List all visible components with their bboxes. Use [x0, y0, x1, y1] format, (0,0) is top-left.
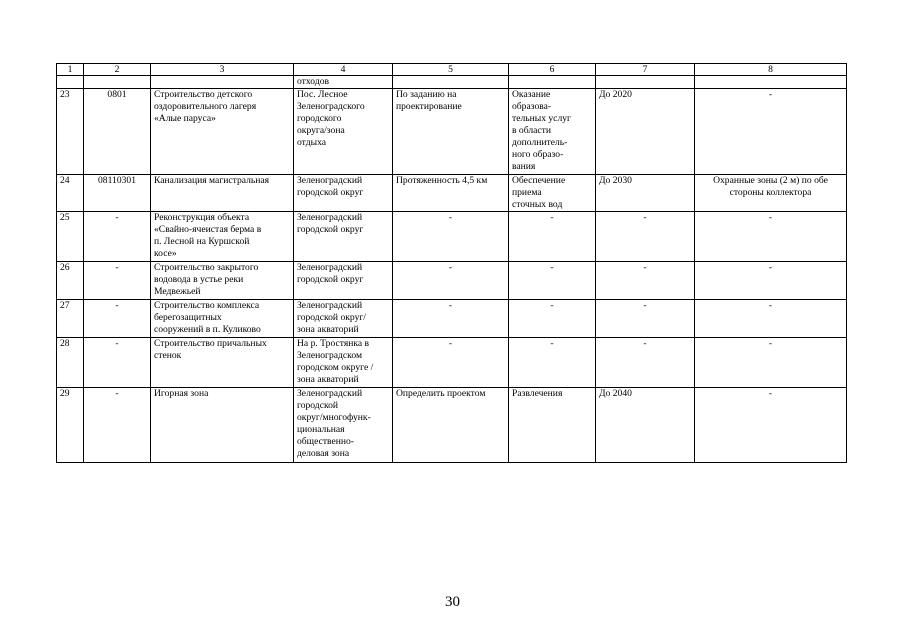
table-cell: [695, 76, 847, 89]
purpose-cell: -: [509, 212, 596, 262]
row-number-cell: 29: [57, 388, 84, 463]
row-number-cell: 28: [57, 338, 84, 388]
table-cell: [151, 76, 294, 89]
name-cell: Реконструкция объекта «Свайно-ячеистая берма в п. Лесной на Куршской косе»: [151, 212, 294, 262]
purpose-cell: -: [509, 300, 596, 338]
location-cell: Зеленоградский городской округ: [294, 262, 393, 300]
location-cell: Зеленоградский городской округ/многофунк- циональная общественно- деловая зона: [294, 388, 393, 463]
code-cell: -: [84, 338, 151, 388]
term-cell: До 2020: [596, 89, 695, 175]
term-cell: До 2030: [596, 175, 695, 212]
location-cell: На р. Тростянка в Зеленоградском городском округе / зона акваторий: [294, 338, 393, 388]
purpose-cell: -: [509, 262, 596, 300]
zones-cell: Охранные зоны (2 м) по обе стороны коллектора: [695, 175, 847, 212]
row-number-cell: 23: [57, 89, 84, 175]
row-number-cell: 26: [57, 262, 84, 300]
column-number: 1: [57, 64, 84, 76]
name-cell: Строительство комплекса берегозащитных сооружений в п. Куликово: [151, 300, 294, 338]
row-number-cell: 24: [57, 175, 84, 212]
code-cell: -: [84, 212, 151, 262]
name-cell: Строительство детского оздоровительного лагеря «Алые паруса»: [151, 89, 294, 175]
table-cell: [596, 76, 695, 89]
row-number-cell: 27: [57, 300, 84, 338]
column-number: 7: [596, 64, 695, 76]
characteristics-cell: Протяженность 4,5 км: [393, 175, 509, 212]
table-cell: [84, 76, 151, 89]
code-cell: -: [84, 262, 151, 300]
column-number-row: [57, 64, 847, 76]
characteristics-cell: -: [393, 338, 509, 388]
table-cell: [393, 76, 509, 89]
code-cell: -: [84, 300, 151, 338]
continuation-row: [57, 76, 847, 89]
location-cell: Зеленоградский городской округ/ зона акваторий: [294, 300, 393, 338]
table-cell: отходов: [294, 76, 393, 89]
table-row: [57, 338, 847, 388]
zones-cell: -: [695, 212, 847, 262]
table-row: [57, 388, 847, 463]
zones-cell: -: [695, 262, 847, 300]
location-cell: Зеленоградский городской округ: [294, 175, 393, 212]
table-cell: [57, 76, 84, 89]
zones-cell: -: [695, 338, 847, 388]
purpose-cell: Оказание образова- тельных услуг в области дополнитель- ного образо- вания: [509, 89, 596, 175]
name-cell: Строительство причальных стенок: [151, 338, 294, 388]
code-cell: 08110301: [84, 175, 151, 212]
table-row: [57, 300, 847, 338]
name-cell: Строительство закрытого водовода в устье реки Медвежьей: [151, 262, 294, 300]
code-cell: 0801: [84, 89, 151, 175]
row-number-cell: 25: [57, 212, 84, 262]
page-number: 30: [445, 594, 460, 610]
code-cell: -: [84, 388, 151, 463]
characteristics-cell: -: [393, 212, 509, 262]
purpose-cell: Обеспечение приема сточных вод: [509, 175, 596, 212]
term-cell: -: [596, 212, 695, 262]
table-row: [57, 212, 847, 262]
table-cell: [509, 76, 596, 89]
term-cell: -: [596, 300, 695, 338]
column-number: 5: [393, 64, 509, 76]
location-cell: Пос. Лесное Зеленоградского городского округа/зона отдыха: [294, 89, 393, 175]
purpose-cell: -: [509, 338, 596, 388]
table-row: [57, 175, 847, 212]
zones-cell: -: [695, 89, 847, 175]
table-row: [57, 262, 847, 300]
purpose-cell: Развлечения: [509, 388, 596, 463]
column-number: 8: [695, 64, 847, 76]
planning-table: [56, 63, 847, 463]
name-cell: Канализация магистральная: [151, 175, 294, 212]
column-number: 2: [84, 64, 151, 76]
location-cell: Зеленоградский городской округ: [294, 212, 393, 262]
characteristics-cell: -: [393, 300, 509, 338]
column-number: 3: [151, 64, 294, 76]
zones-cell: -: [695, 300, 847, 338]
term-cell: -: [596, 262, 695, 300]
column-number: 6: [509, 64, 596, 76]
zones-cell: -: [695, 388, 847, 463]
table-row: [57, 89, 847, 175]
characteristics-cell: -: [393, 262, 509, 300]
characteristics-cell: Определить проектом: [393, 388, 509, 463]
term-cell: До 2040: [596, 388, 695, 463]
term-cell: -: [596, 338, 695, 388]
name-cell: Игорная зона: [151, 388, 294, 463]
column-number: 4: [294, 64, 393, 76]
characteristics-cell: По заданию на проектирование: [393, 89, 509, 175]
